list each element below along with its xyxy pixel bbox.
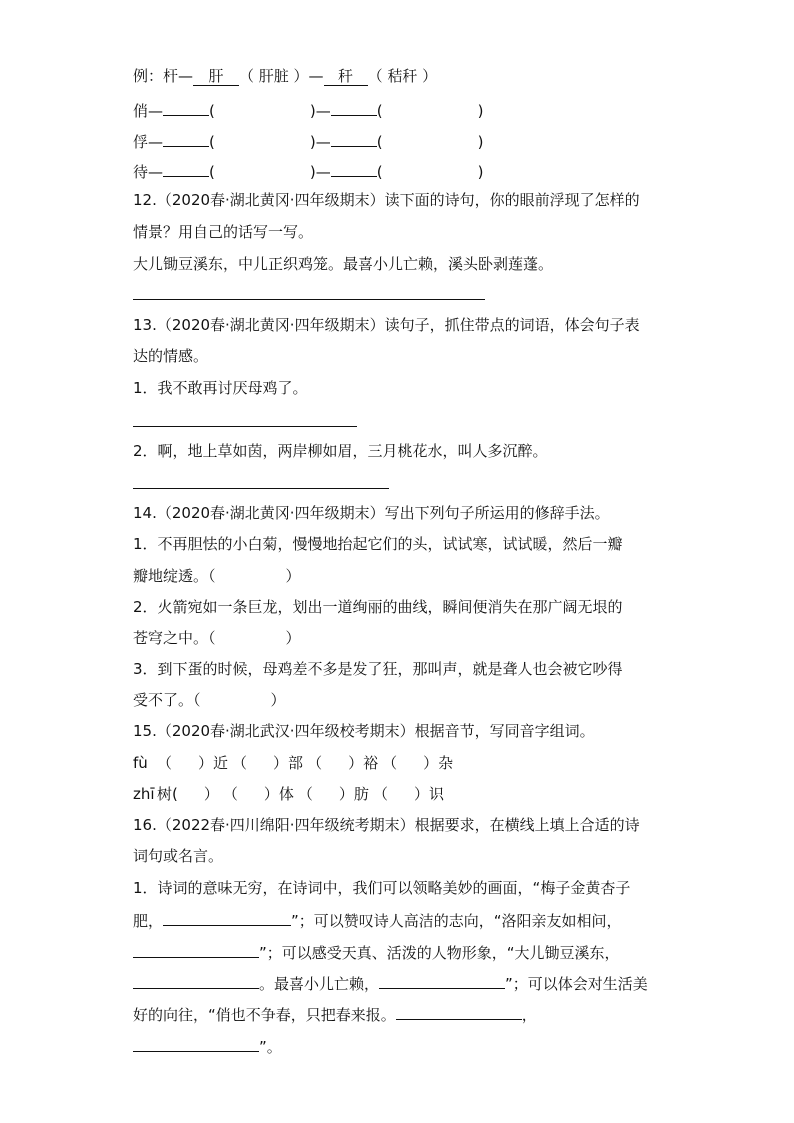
q11-row-3 [133,160,483,182]
paren-close: ） [270,691,286,709]
q14-item-1-line-1: 1．不再胆怯的小白菊，慢慢地抬起它们的头，试试寒，试试暖，然后一瓣 [133,535,623,553]
q14-item-2-text: 苍穹之中。（ [133,629,216,647]
answer-blank[interactable] [133,941,259,958]
q13-stem-line-1: 13.（2020春·湖北黄冈·四年级期末）读句子，抓住带点的词语，体会句子表 [133,316,640,334]
q15-stem: 15.（2020春·湖北武汉·四年级校考期末）根据音节，写同音字组词。 [133,722,595,740]
paren-open: ( [376,102,383,120]
text: ， [521,1006,537,1024]
paren-close: ） [285,567,301,585]
q13-answer-line-2[interactable] [133,488,389,489]
answer-blank[interactable] [163,99,209,116]
answer-blank[interactable] [163,909,291,926]
q13-item-1: 1．我不敢再讨厌母鸡了。 [133,379,308,397]
answer-blank[interactable] [133,972,259,989]
q13-stem-line-2: 达的情感。 [133,347,209,365]
text: ”；可以体会对生活美 [505,975,648,993]
paren-close: ) [477,133,484,151]
paren-close: )— [309,133,331,151]
q11-row-char: 待— [133,163,164,181]
text: ”；可以赞叹诗人高洁的志向，“洛阳亲友如相问， [291,912,622,930]
q16-line-8 [133,1035,282,1057]
answer-blank[interactable] [331,160,377,177]
paren-open: ( [376,133,383,151]
pinyin: zhī [133,785,155,803]
q13-item-2: 2．啊，地上草如茵，两岸柳如眉，三月桃花水，叫人多沉醉。 [133,442,548,460]
paren-close: ） [285,629,301,647]
example-line [133,66,437,86]
paren-close: )— [309,163,331,181]
q14-item-1-line-2 [133,566,301,586]
paren-close: ） [203,785,219,803]
q16-line-4 [133,909,622,931]
word-part: ）杂 [423,754,454,772]
paren-open: （ [232,754,248,772]
answer-blank[interactable] [331,130,377,147]
answer-blank[interactable] [163,130,209,147]
word-part: ）肪 [338,785,369,803]
q11-row-2 [133,130,483,152]
paren-close: ) [477,163,484,181]
paren-open: ( [376,163,383,181]
text: 好的向往，“俏也不争春，只把春来报。 [133,1006,396,1024]
paren-open: （ [222,785,238,803]
paren-open: （ [372,785,388,803]
q16-line-3: 1．诗词的意味无穷，在诗词中，我们可以领略美妙的画面，“梅子金黄杏子 [133,879,631,897]
q11-row-1 [133,99,483,121]
paren-open: ( [209,102,215,120]
q14-item-3-line-1: 3．到下蛋的时候，母鸡差不多是发了狂，那叫声，就是聋人也会被它吵得 [133,660,623,678]
q16-line-5 [133,941,620,963]
q12-answer-line[interactable] [133,299,485,300]
paren-open: ( [209,163,215,181]
q14-item-3-line-2 [133,690,286,710]
q15-row-zhi [133,784,444,804]
q16-line-6 [133,972,648,994]
q11-row-char: 俏— [133,102,164,120]
word-part: ）体 [263,785,294,803]
answer-blank[interactable] [396,1003,522,1020]
q14-item-2-line-2 [133,628,301,648]
q12-stem-line-1: 12.（2020春·湖北黄冈·四年级期末）读下面的诗句，你的眼前浮现了怎样的 [133,191,640,209]
example-paren-1: （ 肝脏 ）— [239,67,324,85]
word-part: ）近 [198,754,229,772]
q14-item-1-text: 瓣地绽透。（ [133,567,216,585]
answer-blank[interactable] [163,160,209,177]
paren-open: （ [157,754,173,772]
example-prefix: 例：杆— [133,67,194,85]
pinyin: fù [133,754,148,772]
text: 肥， [133,912,164,930]
text: ”；可以感受天真、活泼的人物形象，“大儿锄豆溪东， [259,944,620,962]
example-answer-2: 秆 [324,67,368,86]
paren-open: （ [297,785,313,803]
word-part: ）部 [273,754,304,772]
q12-stem-line-2: 情景？用自己的话写一写。 [133,223,314,241]
q12-poem: 大儿锄豆溪东，中儿正织鸡笼。最喜小儿亡赖，溪头卧剥莲蓬。 [133,255,554,273]
text: 。最喜小儿亡赖， [259,975,380,993]
answer-blank[interactable] [331,99,377,116]
paren-close: ) [477,102,484,120]
paren-open: （ [382,754,398,772]
q14-stem: 14.（2020春·湖北黄冈·四年级期末）写出下列句子所运用的修辞手法。 [133,504,610,522]
answer-blank[interactable] [379,972,505,989]
example-paren-2: （ 秸秆 ） [367,67,438,85]
word-part: ）裕 [348,754,379,772]
text: ”。 [259,1038,282,1056]
q15-row-fu [133,753,453,773]
answer-blank[interactable] [133,1035,259,1052]
paren-open: ( [209,133,215,151]
q16-stem-line-1: 16.（2022春·四川绵阳·四年级统考期末）根据要求，在横线上填上合适的诗 [133,816,640,834]
q11-row-char: 俘— [133,133,164,151]
q14-item-3-text: 受不了。（ [133,691,201,709]
paren-open: （ [307,754,323,772]
q16-line-7 [133,1003,537,1025]
paren-close: )— [309,102,331,120]
q16-stem-line-2: 词句或名言。 [133,847,224,865]
word-part: 树( [157,785,178,803]
q14-item-2-line-1: 2．火箭宛如一条巨龙，划出一道绚丽的曲线，瞬间便消失在那广阔无垠的 [133,598,623,616]
word-part: ）识 [413,785,444,803]
q13-answer-line-1[interactable] [133,426,357,427]
example-answer-1: 肝 [193,67,239,86]
